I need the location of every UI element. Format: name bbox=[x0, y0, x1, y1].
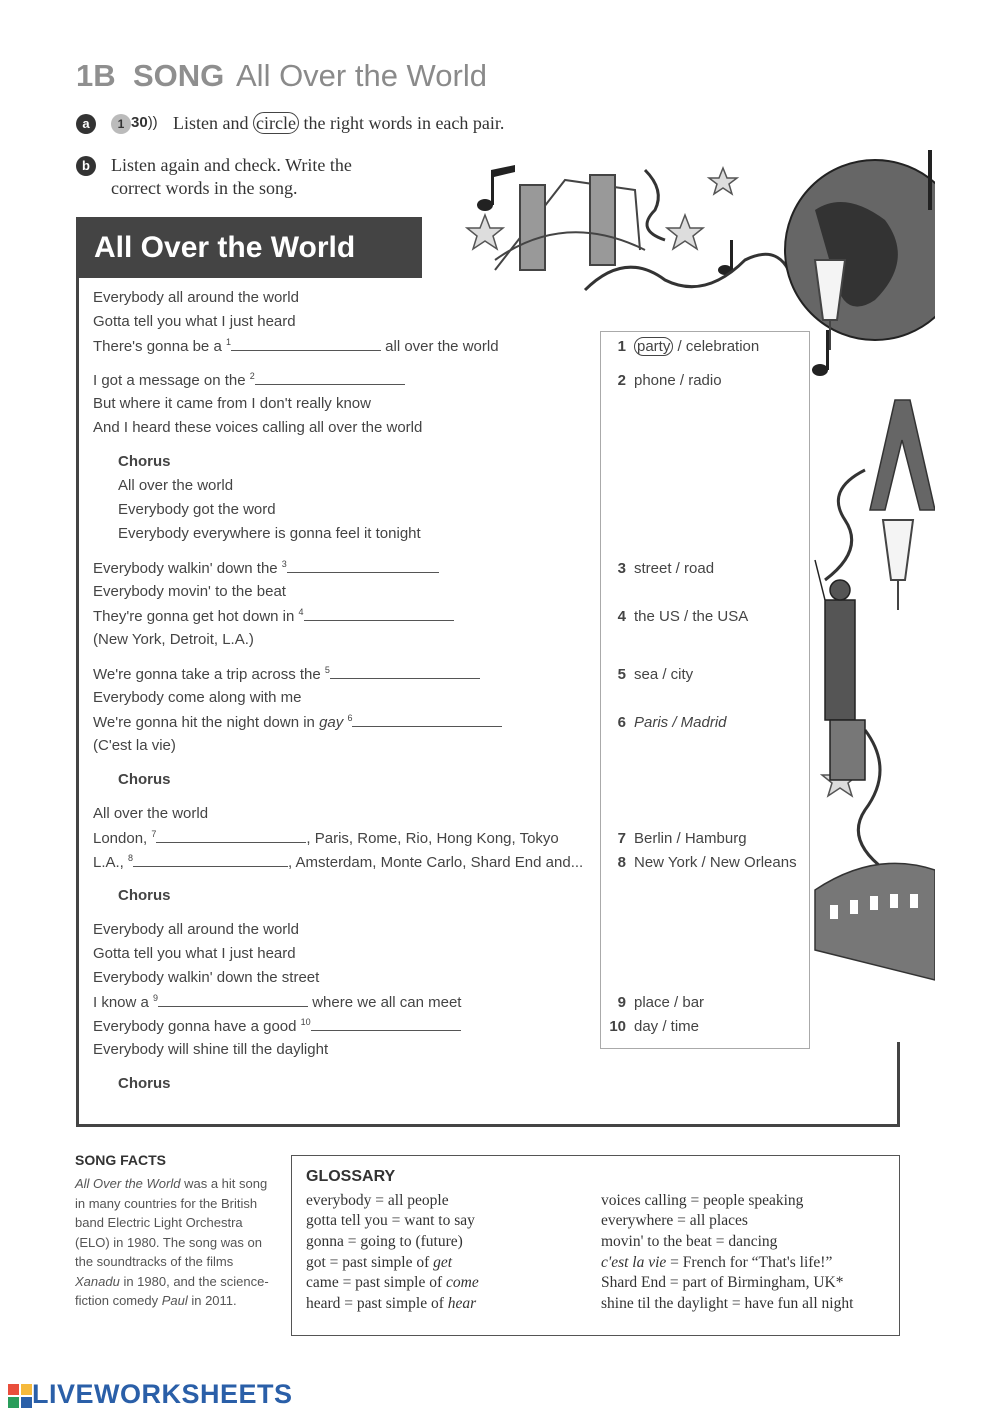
lyric-line: But where it came from I don't really know bbox=[93, 395, 371, 412]
glossary-entry: heard = past simple of hear bbox=[306, 1295, 477, 1312]
glossary-entry: got = past simple of get bbox=[306, 1254, 453, 1271]
badge-b: b bbox=[76, 156, 96, 176]
lyric-line: London, $^7$ , Paris, Rome, Rio, Hong Kong, Tokyo bbox=[93, 829, 559, 847]
eiffel-tower-icon bbox=[870, 400, 935, 510]
answer-blank-6[interactable] bbox=[352, 714, 502, 727]
choice-8[interactable]: 8 New York / New Orleans bbox=[617, 854, 797, 871]
liveworksheets-logo-icon bbox=[8, 1384, 32, 1408]
answer-blank-1[interactable] bbox=[231, 338, 381, 351]
lyric-line: Everybody all around the world bbox=[93, 921, 299, 938]
glossary-entry: everybody = all people bbox=[306, 1192, 449, 1209]
lyric-line: They're gonna get hot down in $^4$ bbox=[93, 607, 454, 625]
choice-7[interactable]: 7 Berlin / Hamburg bbox=[617, 830, 747, 847]
lyric-line: We're gonna hit the night down in gay $^6$ bbox=[93, 713, 502, 731]
lyric-line: Everybody everywhere is gonna feel it tonight bbox=[118, 525, 421, 542]
answer-blank-3[interactable] bbox=[287, 560, 439, 573]
chorus-heading: Chorus bbox=[118, 771, 171, 788]
instruction-a: Listen and circle the right words in each pair. bbox=[173, 113, 505, 133]
glossary-entry: c'est la vie = French for “That's life!” bbox=[601, 1254, 833, 1271]
lyric-line: Everybody gonna have a good $^{10}$ bbox=[93, 1017, 461, 1035]
glossary-entry: movin' to the beat = dancing bbox=[601, 1233, 778, 1250]
answer-blank-9[interactable] bbox=[158, 994, 308, 1007]
frame-left-border bbox=[76, 278, 79, 1126]
lyric-line: There's gonna be a $^1$ all over the world bbox=[93, 337, 499, 355]
choice-6[interactable]: 6 Paris / Madrid bbox=[617, 714, 727, 731]
word-choices-box bbox=[600, 331, 810, 1049]
choice-5[interactable]: 5 sea / city bbox=[617, 666, 694, 683]
lyric-line: Gotta tell you what I just heard bbox=[93, 945, 296, 962]
page-title: All Over the World bbox=[236, 58, 487, 93]
answer-blank-4[interactable] bbox=[304, 608, 454, 621]
chorus-heading: Chorus bbox=[118, 887, 171, 904]
badge-a: a bbox=[76, 114, 96, 134]
glossary-entry: everywhere = all places bbox=[601, 1212, 748, 1229]
choice-10[interactable]: 10 day / time bbox=[609, 1018, 700, 1035]
lyric-line: I got a message on the $^2$ bbox=[93, 371, 405, 389]
glossary-entry: Shard End = part of Birmingham, UK* bbox=[601, 1274, 844, 1291]
glossary-entry: shine til the daylight = have fun all night bbox=[601, 1295, 854, 1312]
glossary-heading: GLOSSARY bbox=[306, 1168, 396, 1185]
glossary-entry: gotta tell you = want to say bbox=[306, 1212, 475, 1229]
song-facts-heading: SONG FACTS bbox=[75, 1152, 167, 1168]
lyric-line: Everybody walkin' down the $^3$ bbox=[93, 559, 439, 577]
circled-example: party bbox=[634, 337, 673, 356]
lyric-line: Gotta tell you what I just heard bbox=[93, 313, 296, 330]
section-label: SONG bbox=[133, 58, 225, 93]
audio-wave-icon: )) bbox=[147, 114, 158, 131]
choice-1[interactable]: 1 party / celebration bbox=[617, 338, 760, 355]
lyric-line: Everybody walkin' down the street bbox=[93, 969, 320, 986]
frame-bottom-border bbox=[76, 1124, 900, 1127]
chorus-heading: Chorus bbox=[118, 453, 171, 470]
audio-track-icon: 1 bbox=[111, 114, 131, 134]
choice-9[interactable]: 9 place / bar bbox=[617, 994, 705, 1011]
chorus-heading: Chorus bbox=[118, 1075, 171, 1092]
section-code: 1B bbox=[76, 58, 116, 93]
lyric-line: Everybody will shine till the daylight bbox=[93, 1041, 329, 1058]
answer-blank-7[interactable] bbox=[156, 830, 306, 843]
lyric-line: (C'est la vie) bbox=[93, 737, 176, 754]
choice-3[interactable]: 3 street / road bbox=[617, 560, 715, 577]
lyric-line: I know a $^9$ where we all can meet bbox=[93, 993, 462, 1011]
lyric-line: Everybody all around the world bbox=[93, 289, 299, 306]
liveworksheets-logo[interactable]: LIVEWORKSHEETS bbox=[32, 1379, 293, 1409]
track-number: 30)) bbox=[131, 114, 158, 131]
answer-blank-5[interactable] bbox=[330, 666, 480, 679]
lyric-line: Everybody come along with me bbox=[93, 689, 302, 706]
lyric-line: Everybody movin' to the beat bbox=[93, 583, 286, 600]
answer-blank-2[interactable] bbox=[255, 372, 405, 385]
lyric-line: (New York, Detroit, L.A.) bbox=[93, 631, 254, 648]
statue-of-liberty-icon bbox=[815, 560, 865, 780]
answer-blank-10[interactable] bbox=[311, 1018, 461, 1031]
instruction-b: Listen again and check. Write the correct words in the song. bbox=[111, 155, 352, 198]
circled-word: circle bbox=[253, 112, 299, 134]
glossary-entry: came = past simple of come bbox=[306, 1274, 479, 1291]
lyric-line: Everybody got the word bbox=[118, 501, 276, 518]
lyric-line: And I heard these voices calling all over the world bbox=[93, 419, 423, 436]
song-facts-text: All Over the World was a hit song in many countries for the British band Electric Light Orchestra (ELO) in 1980. The song was on the soundtracks of the films Xanadu in 1980, and the science-fiction comedy Paul in 2011. bbox=[75, 1176, 269, 1308]
frame-right-border bbox=[897, 1042, 900, 1126]
colosseum-icon bbox=[815, 863, 935, 980]
lyric-line: L.A., $^8$ , Amsterdam, Monte Carlo, Shard End and... bbox=[93, 853, 584, 871]
lyric-line: We're gonna take a trip across the $^5$ bbox=[93, 665, 480, 683]
lyric-line: All over the world bbox=[118, 477, 234, 494]
tower-bridge-icon bbox=[495, 175, 645, 270]
glossary-entry: gonna = going to (future) bbox=[306, 1233, 463, 1250]
choice-4[interactable]: 4 the US / the USA bbox=[617, 608, 749, 625]
lyric-line: All over the world bbox=[93, 805, 209, 822]
song-title-banner: All Over the World bbox=[76, 217, 422, 278]
glossary-entry: voices calling = people speaking bbox=[601, 1192, 804, 1209]
choice-2[interactable]: 2 phone / radio bbox=[617, 372, 722, 389]
answer-blank-8[interactable] bbox=[133, 854, 288, 867]
